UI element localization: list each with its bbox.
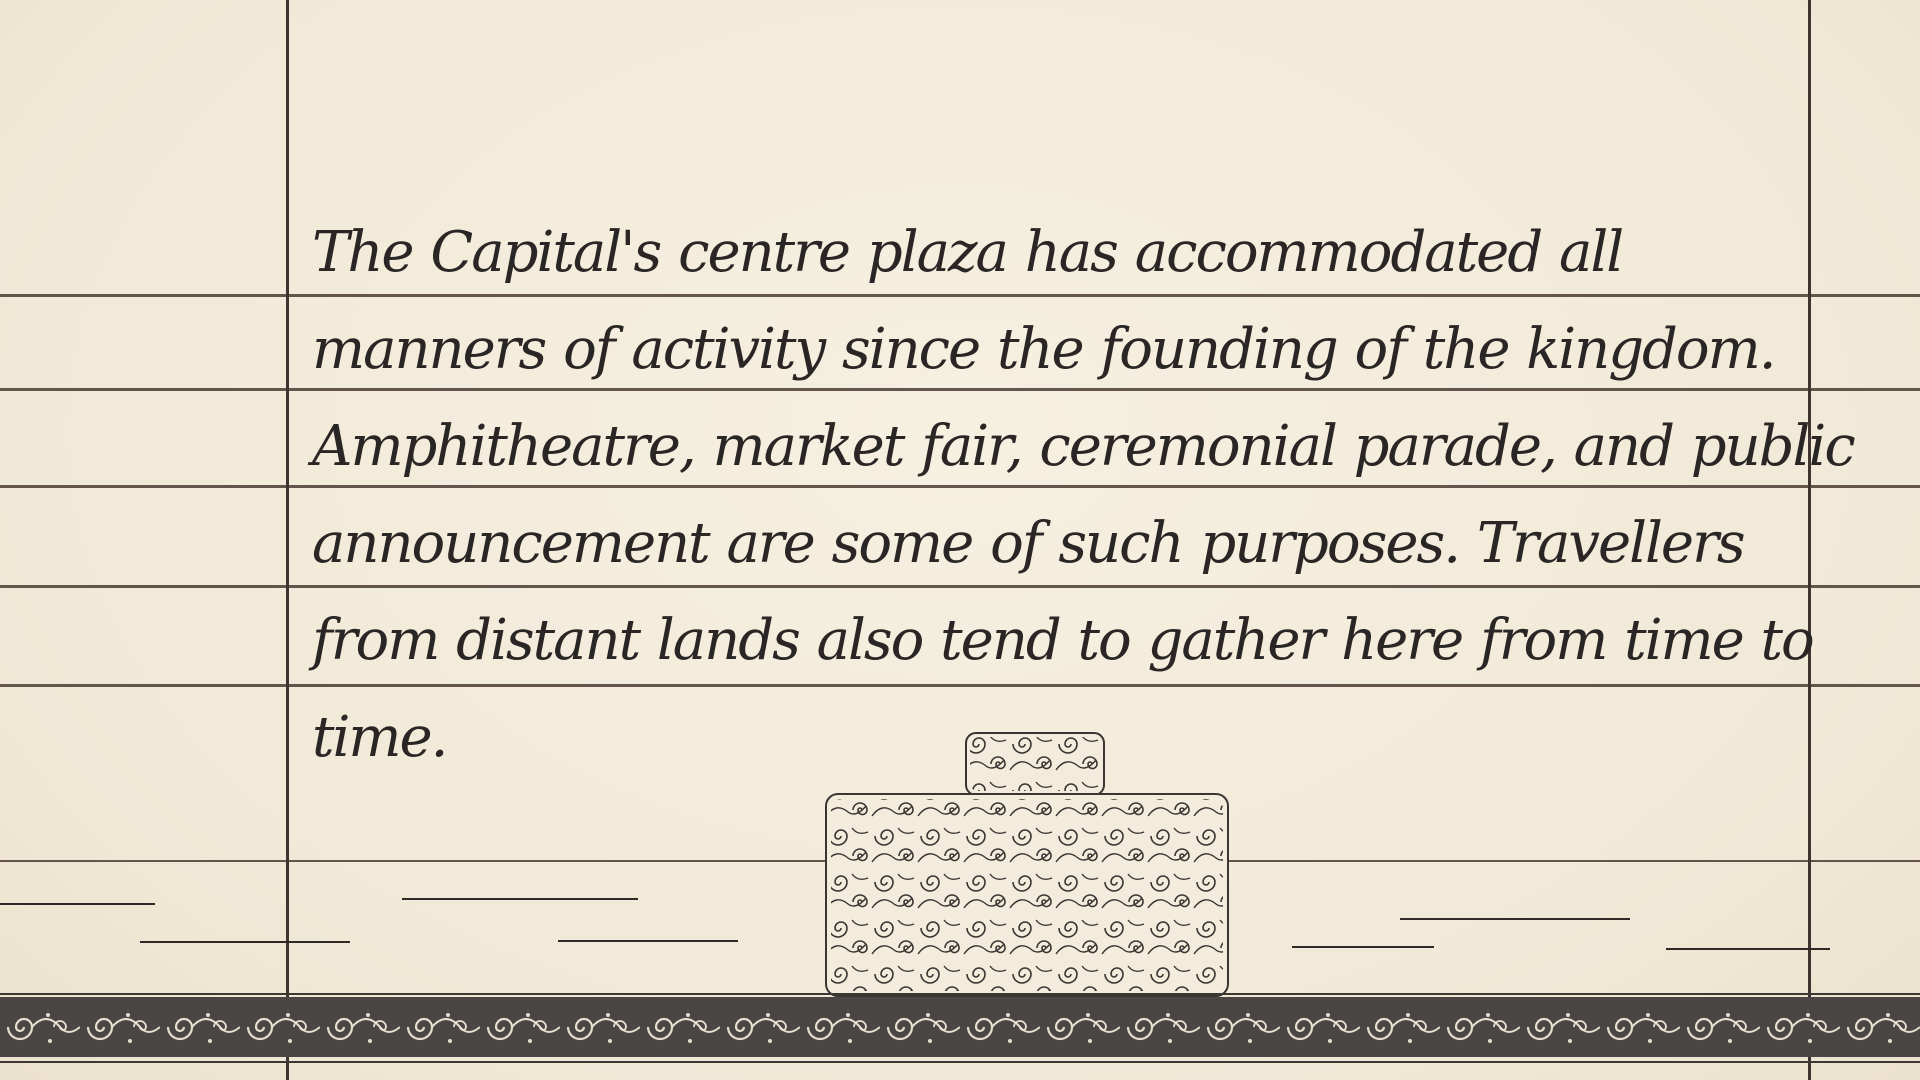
border-top-edge bbox=[0, 993, 1920, 995]
ground-dash bbox=[558, 940, 738, 942]
ground-dash bbox=[1666, 948, 1830, 950]
ground-dash bbox=[1292, 946, 1434, 948]
ground-dash bbox=[1400, 918, 1630, 920]
border-bottom-edge bbox=[0, 1061, 1920, 1063]
ground-dash bbox=[0, 903, 155, 905]
ground-dash bbox=[402, 898, 638, 900]
scrollwork-border-icon bbox=[0, 997, 1920, 1057]
narration-text: The Capital's centre plaza has accommodated all manners of activity since the founding of the kingdom. Amphitheatre, market fair, ceremonial parade, and public announcement are some of such purposes. Travellers from distant lands also tend to gather here from time to time. bbox=[312, 220, 1854, 770]
ornate-stone-block-icon bbox=[824, 730, 1230, 1002]
left-margin-line bbox=[286, 0, 289, 1080]
ground-dash bbox=[140, 941, 350, 943]
